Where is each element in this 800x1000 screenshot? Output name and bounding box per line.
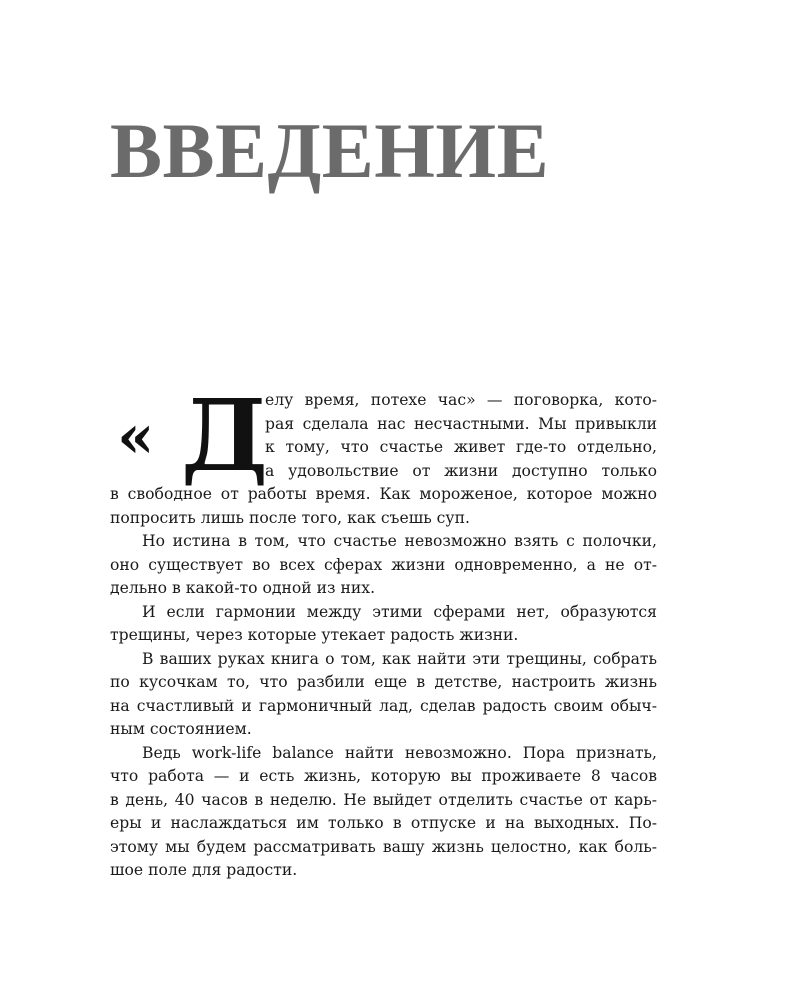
text-line: попросить лишь после того, как съешь суп. — [110, 508, 470, 527]
drop-cap-quote: « — [117, 402, 155, 472]
text-line: елу время, потехе час» — поговорка, кото- — [265, 391, 657, 409]
text-line: рая сделала нас несчастными. Мы привыкли — [265, 414, 657, 433]
intro-text — [110, 379, 657, 883]
text-line: в свободное от работы время. Как мороженое, которое можно — [110, 485, 657, 503]
text-line: Ведь work-life balance найти невозможно. Пора признать, — [142, 743, 657, 762]
text-line: на счастливый и гармоничный лад, сделав радость своим обыч- — [110, 696, 657, 715]
text-line: оно существует во всех сферах жизни одновременно, а не от- — [110, 555, 657, 574]
text-line: этому мы будем рассматривать вашу жизнь целостно, как боль- — [110, 837, 657, 856]
text-line: трещины, через которые утекает радость жизни. — [110, 626, 519, 644]
text-line: дельно в какой-то одной из них. — [110, 579, 376, 597]
text-line: к тому, что счастье живет где-то отдельно, — [265, 438, 657, 456]
text-line: И если гармонии между этими сферами нет, образуются — [142, 602, 657, 621]
drop-cap-letter: Д — [181, 379, 269, 494]
text-line: В ваших руках книга о том, как найти эти трещины, собрать — [142, 649, 657, 668]
text-line: что работа — и есть жизнь, которую вы проживаете 8 часов — [110, 767, 657, 785]
chapter-title: ВВЕДЕНИЕ — [110, 107, 550, 194]
text-line: шое поле для радости. — [110, 861, 298, 879]
text-line: еры и наслаждаться им только в отпуске и на выходных. По- — [110, 814, 657, 832]
text-line: ным состоянием. — [110, 720, 252, 738]
text-line: в день, 40 часов в неделю. Не выйдет отделить счастье от карь- — [110, 790, 657, 809]
text-line: по кусочкам то, что разбили еще в детстве, настроить жизнь — [110, 673, 657, 691]
text-line: Но истина в том, что счастье невозможно взять с полочки, — [142, 532, 657, 550]
text-line: а удовольствие от жизни доступно только — [265, 461, 657, 480]
